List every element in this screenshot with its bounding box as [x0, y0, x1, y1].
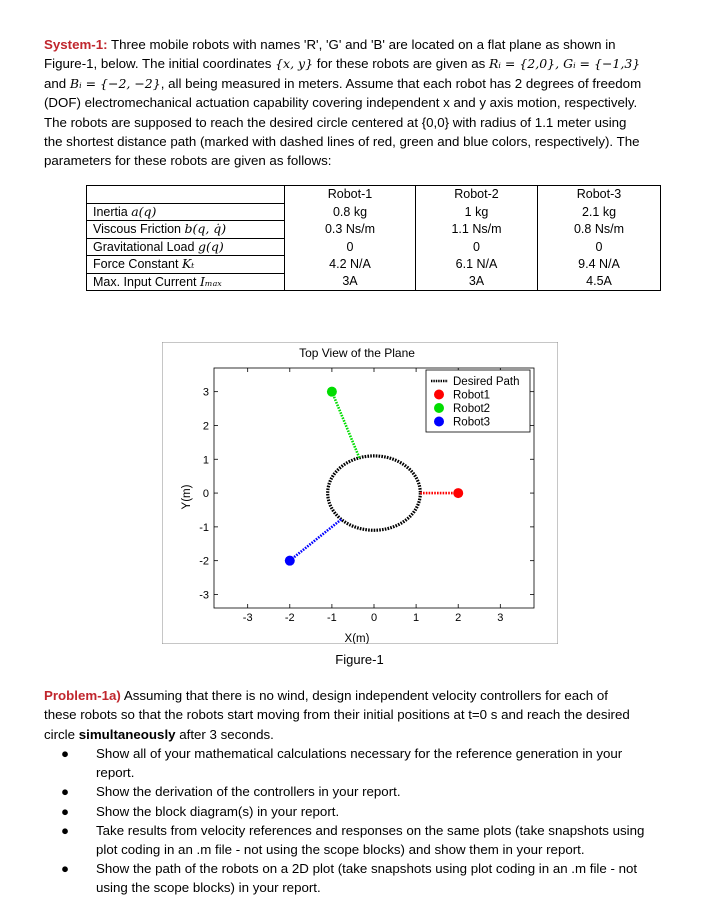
robot-marker-3: [285, 556, 295, 566]
top-view-chart: [162, 342, 558, 644]
problem-line-3c: after 3 seconds.: [175, 726, 274, 742]
x-tick-label: -3: [242, 612, 253, 624]
table-cell: 3A: [416, 273, 538, 291]
bullet-icon: ●: [61, 803, 70, 819]
table-cell: 0.3 Ns/m: [285, 221, 416, 239]
y-tick-label: -2: [199, 555, 209, 568]
row-math: g(q): [197, 238, 224, 254]
intro-line-5: The robots are supposed to reach the desired circle centered at {0,0} with radius of 1.1 meter using: [44, 114, 627, 130]
legend-swatch-robot1: [434, 390, 444, 400]
problem-label: Problem-1a): [44, 688, 121, 703]
list-item: ● Show the path of the robots on a 2D plot (take snapshots using plot coding in an .m file - not using the scope blocks) in your report.: [61, 861, 638, 896]
y-axis-label: Y(m): [181, 484, 193, 510]
y-tick-label: -3: [199, 589, 209, 602]
intro-line-7: parameters for these robots are given as follows:: [44, 153, 332, 169]
x-tick-label: 2: [455, 612, 462, 624]
legend-label: Robot3: [453, 416, 491, 429]
row-label: Viscous Friction: [93, 222, 185, 236]
row-label: Max. Input Current: [93, 274, 200, 289]
robot-parameter-table: [86, 185, 661, 291]
x-tick-label: 1: [413, 612, 420, 624]
list-item: ● Show all of your mathematical calculations necessary for the reference generation in your report.: [61, 746, 623, 781]
table-cell: 4.2 N/A: [285, 256, 416, 274]
table-header-row: [87, 186, 661, 204]
table-cell: 1 kg: [416, 203, 538, 221]
list-item: ● Show the block diagram(s) in your report.: [44, 802, 694, 821]
intro-line-1: Three mobile robots with names 'R', 'G' and 'B' are located on a flat plane as shown in: [107, 37, 616, 52]
x-tick-label: 3: [497, 612, 504, 624]
chart-title: Top View of the Plane: [299, 346, 415, 360]
table-row-max-current: [87, 273, 661, 291]
problem-line-1: Assuming that there is no wind, design independent velocity controllers for each of: [120, 688, 608, 703]
legend-label: Desired Path: [453, 376, 520, 388]
row-label: Force Constant: [93, 257, 182, 271]
header-robot-2: Robot-2: [416, 186, 538, 204]
bullet-icon: ●: [61, 746, 70, 761]
intro-line-4: (DOF) electromechanical actuation capability covering independent x and y axis motion, respectively.: [44, 95, 638, 111]
x-tick-label: 0: [370, 612, 378, 624]
row-label: Gravitational Load: [93, 239, 198, 254]
header-robot-1: Robot-1: [285, 186, 416, 204]
intro-line-6: the shortest distance path (marked with dashed lines of red, green and blue colors, respectively). The: [44, 134, 640, 150]
problem-emphasis: simultaneously: [78, 726, 176, 742]
y-tick-label: 3: [202, 386, 209, 399]
table-cell: 0: [416, 238, 538, 256]
row-math: Kₜ: [181, 256, 195, 271]
row-math: a(q): [131, 203, 157, 219]
table-cell: 9.4 N/A: [538, 256, 661, 274]
table-cell: 3A: [285, 273, 416, 291]
legend-swatch-robot2: [434, 403, 444, 413]
bullet-icon: ●: [61, 784, 70, 800]
x-tick-label: -1: [327, 612, 337, 624]
table-cell: 6.1 N/A: [416, 256, 538, 274]
table-cell: 0.8 Ns/m: [538, 221, 661, 239]
table-row-viscous-friction: [87, 221, 661, 239]
table-cell: 2.1 kg: [538, 203, 661, 221]
table-cell: 0: [285, 238, 416, 256]
header-robot-3: Robot-3: [538, 186, 661, 204]
y-tick-label: 1: [202, 454, 209, 467]
intro-paragraph: [44, 35, 688, 171]
list-item: ● Show the derivation of the controllers in your report.: [44, 782, 694, 801]
figure-caption: Figure-1: [335, 652, 384, 667]
table-row-force-constant: [87, 256, 661, 274]
bullet-icon: ●: [61, 861, 70, 877]
robot-marker-2: [327, 387, 337, 397]
problem-line-3a: circle: [44, 726, 79, 742]
row-math: Iₘₐₓ: [200, 273, 222, 289]
robot-marker-1: [453, 488, 463, 498]
legend-label: Robot1: [453, 389, 491, 402]
row-math: b(q, q̇): [184, 221, 227, 236]
intro-line-2b: for these robots are given as: [313, 56, 489, 72]
system-label: System-1:: [44, 37, 108, 52]
table-cell: 1.1 Ns/m: [416, 221, 538, 239]
problem-line-2: these robots so that the robots start moving from their initial positions at t=0 s and reach the desired: [44, 707, 630, 723]
legend-swatch-robot3: [434, 417, 444, 427]
task-list: [44, 744, 694, 898]
y-tick-label: 0: [202, 488, 209, 501]
intro-line-3a: and: [44, 75, 70, 91]
table-cell: 0: [538, 238, 661, 256]
intro-line-3b: , all being measured in meters. Assume that each robot has 2 degrees of freedom: [160, 75, 642, 91]
x-tick-label: -2: [284, 612, 295, 624]
robot-r-g-coords: Rᵢ = {2,0}, Gᵢ = {−1,3}: [489, 56, 641, 72]
table-cell: 0.8 kg: [285, 203, 416, 221]
chart-legend: [426, 370, 530, 432]
robot-b-coords: Bᵢ = {−2, −2}: [69, 75, 161, 91]
table-row-gravitational-load: [87, 238, 661, 256]
intro-line-2a: Figure-1, below. The initial coordinates: [44, 56, 276, 72]
list-item: ● Take results from velocity references and responses on the same plots (take snapshots using plot coding in an .m file - not using the scope blocks) and show them in your report.: [61, 822, 645, 858]
table-cell: 4.5A: [538, 273, 661, 291]
bullet-icon: ●: [61, 822, 70, 838]
table-row-inertia: [87, 203, 661, 221]
x-axis-label: X(m): [344, 633, 370, 644]
y-tick-label: 2: [202, 420, 209, 433]
y-tick-label: -1: [199, 521, 209, 534]
problem-paragraph: [44, 686, 688, 744]
legend-label: Robot2: [453, 403, 491, 415]
row-label: Inertia: [93, 204, 132, 219]
xy-set: {x, y}: [275, 56, 314, 72]
